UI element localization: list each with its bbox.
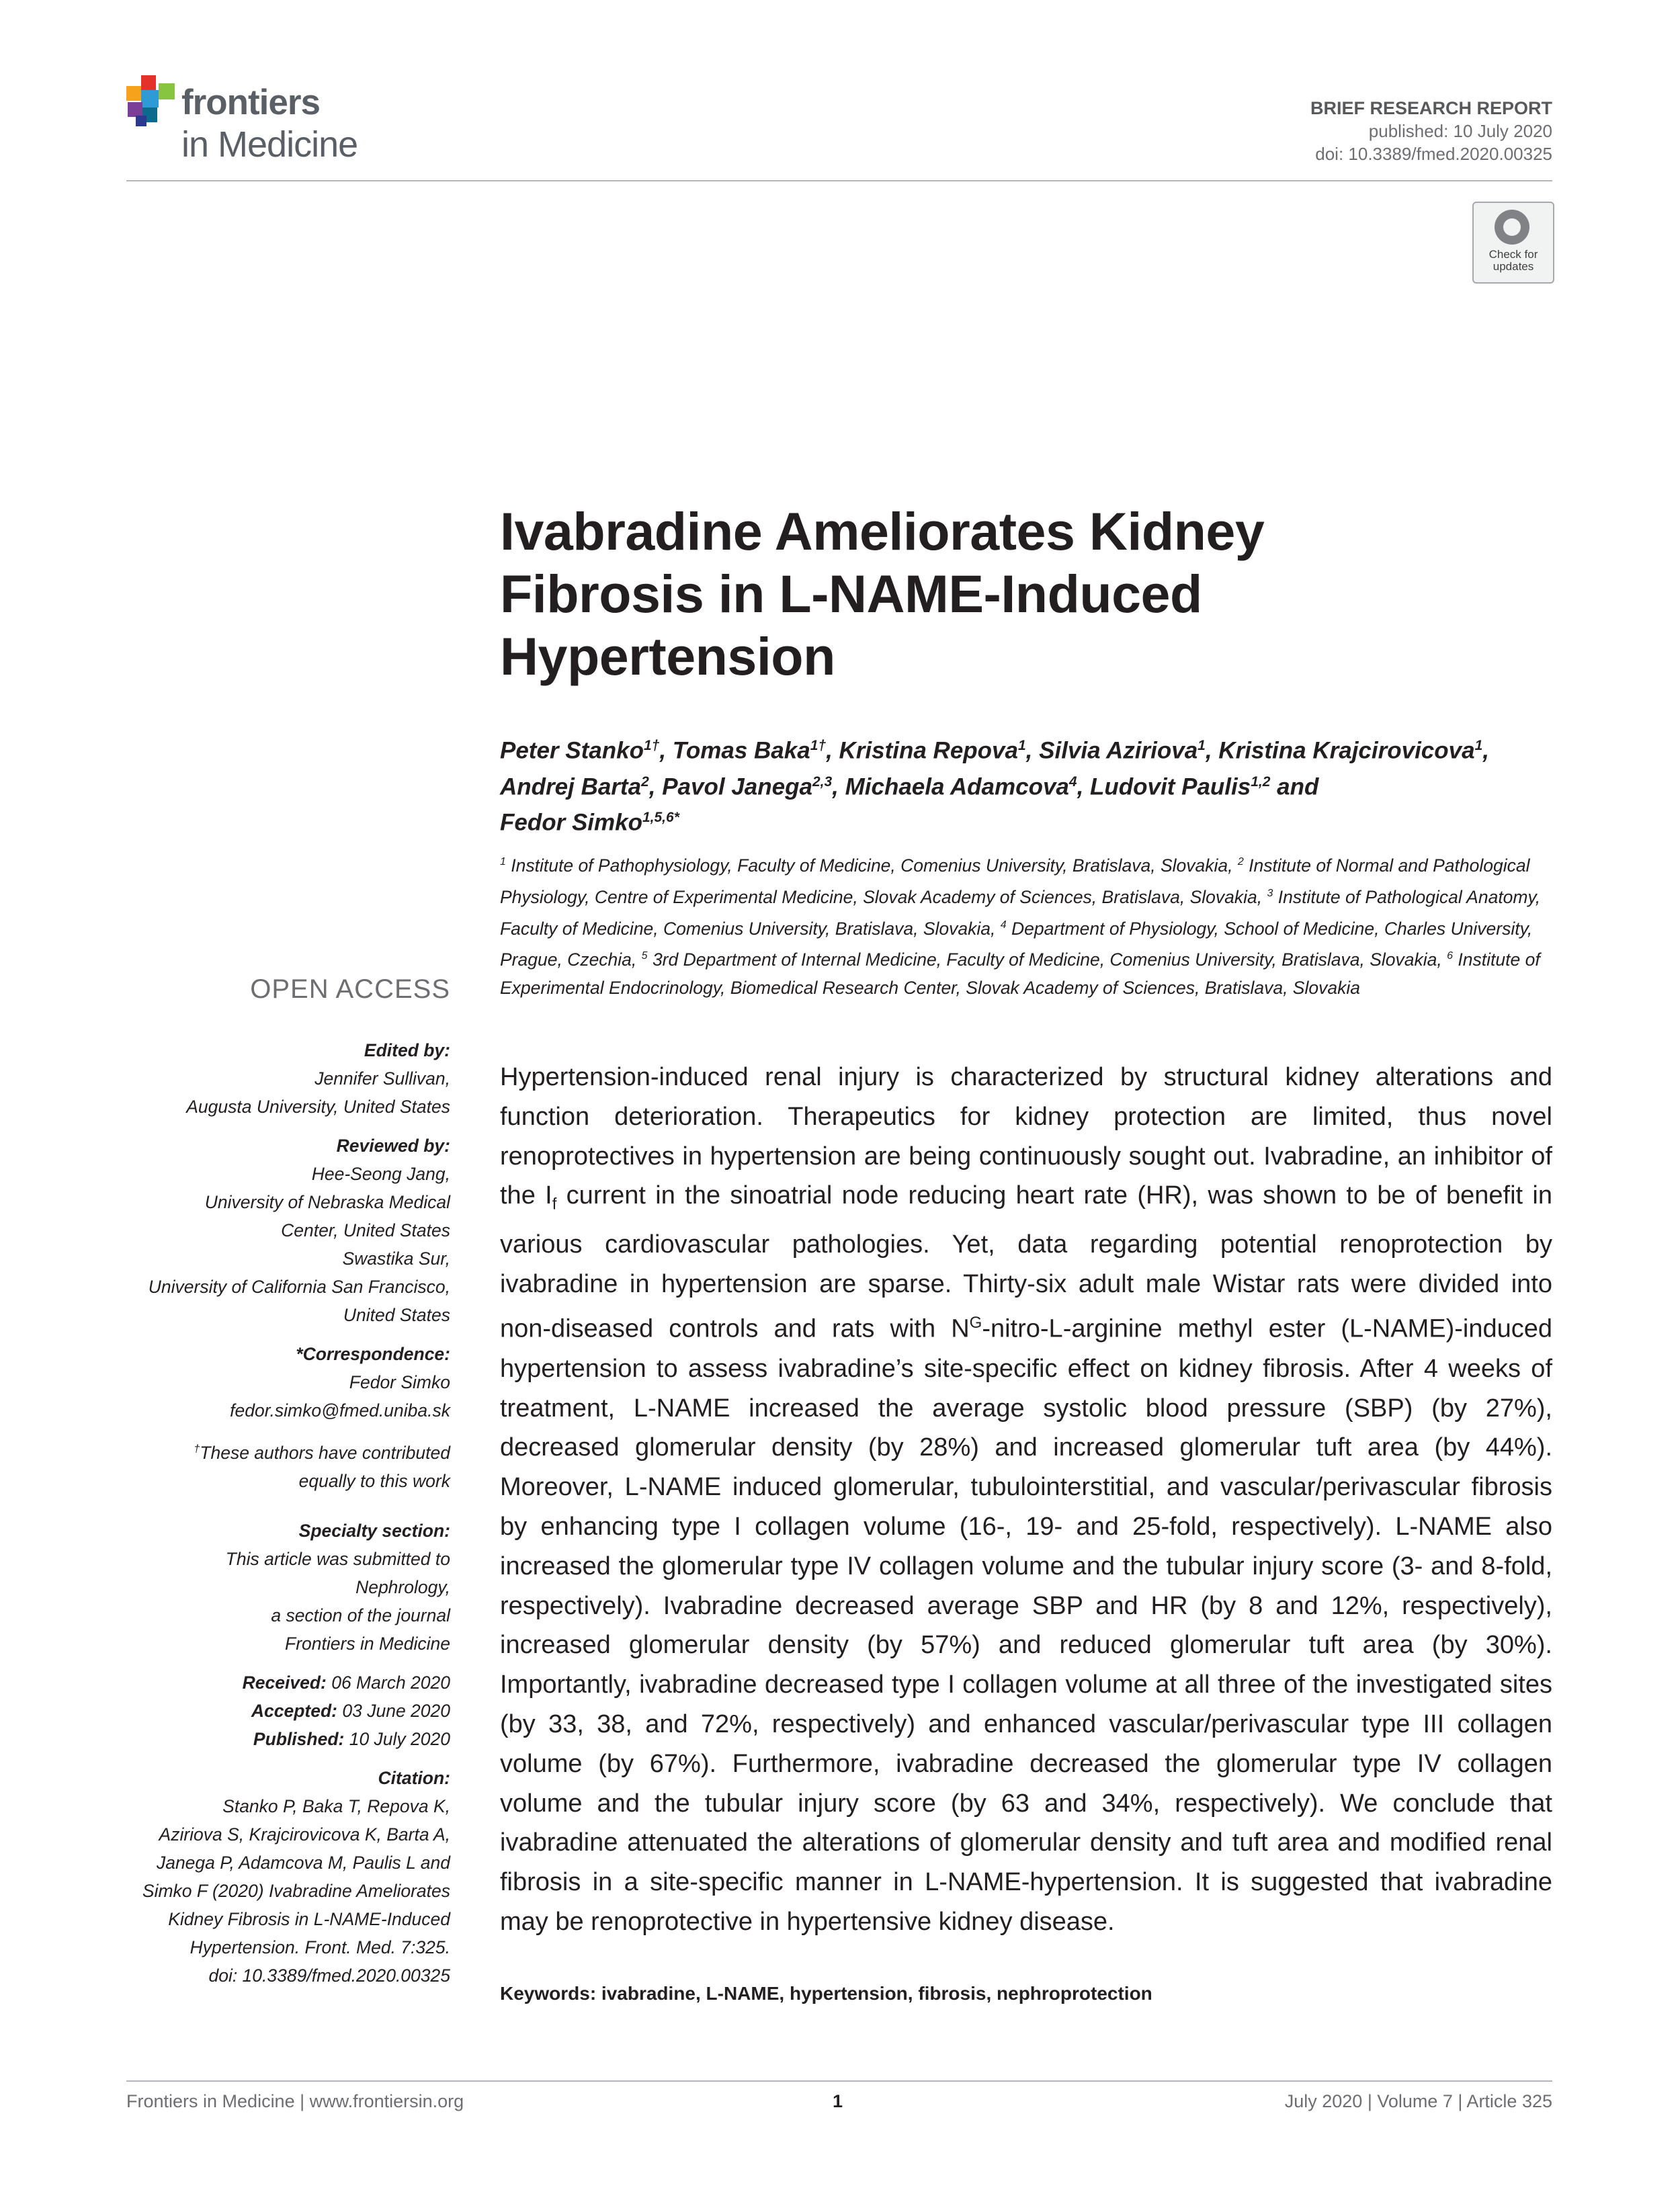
affiliation-number: 6: [1447, 950, 1454, 962]
citation-line: Hypertension. Front. Med. 7:325.: [190, 1937, 450, 1957]
author-separator: ,: [659, 737, 673, 764]
published-label: Published:: [253, 1728, 345, 1749]
author-name[interactable]: Michaela Adamcova: [845, 773, 1069, 800]
specialty-section-label: Specialty section:: [298, 1520, 450, 1541]
article-type: BRIEF RESEARCH REPORT: [1310, 98, 1552, 118]
specialty-line: a section of the journal: [271, 1605, 450, 1625]
author-name[interactable]: Silvia Aziriova: [1039, 737, 1198, 764]
logo-text-frontiers: frontiers: [181, 83, 320, 122]
specialty-line: Frontiers in Medicine: [285, 1633, 450, 1654]
contribution-note: equally to this work: [298, 1470, 450, 1491]
affiliation-text: 3rd Department of Internal Medicine, Faculty of Medicine, Comenius University, Bratislava, Slovakia,: [652, 949, 1447, 970]
author-separator: ,: [648, 773, 663, 800]
title-line: Hypertension: [500, 626, 835, 686]
citation-doi[interactable]: doi: 10.3389/fmed.2020.00325: [208, 1965, 450, 1986]
author-affiliation-mark: 1†: [810, 738, 827, 753]
contribution-mark: †: [194, 1443, 200, 1455]
author-affiliation-mark: 1: [1017, 738, 1026, 753]
author-affiliation-mark: 1,2: [1251, 773, 1271, 790]
keywords: Keywords: ivabradine, L-NAME, hypertension, fibrosis, nephroprotection: [500, 1983, 1152, 2004]
author-name[interactable]: Pavol Janega: [662, 773, 812, 800]
affiliations: [500, 848, 1555, 1002]
received-label: Received:: [242, 1672, 327, 1693]
affiliation-number: 2: [1237, 856, 1244, 868]
article-sidebar: [101, 1036, 450, 1990]
citation-label: Citation:: [378, 1767, 450, 1788]
check-for-updates-badge[interactable]: [1472, 202, 1554, 284]
author-name[interactable]: Ludovit Paulis: [1090, 773, 1251, 800]
published-date-side: 10 July 2020: [349, 1728, 450, 1749]
reviewer-line: United States: [343, 1305, 450, 1325]
affiliation-number: 3: [1267, 887, 1273, 899]
page-number: 1: [833, 2091, 843, 2111]
header-divider: [126, 180, 1552, 181]
reviewer-line: Center, United States: [281, 1220, 450, 1240]
correspondence-name: Fedor Simko: [349, 1372, 450, 1392]
author-name[interactable]: Kristina Krajcirovicova: [1218, 737, 1475, 764]
citation-line: Simko F (2020) Ivabradine Ameliorates: [142, 1880, 450, 1901]
accepted-label: Accepted:: [251, 1700, 337, 1721]
affiliation-text: Institute of Experimental Endocrinology, Biomedical Research Center, Slovak Academy of Sciences, Bratislava, Slovakia: [500, 949, 1540, 999]
editor-line: Augusta University, United States: [186, 1097, 450, 1117]
specialty-line: Nephrology,: [355, 1576, 450, 1597]
citation-line: Janega P, Adamcova M, Paulis L and: [156, 1852, 450, 1873]
footer-issue-info: July 2020 | Volume 7 | Article 325: [1284, 2091, 1552, 2111]
author-separator: and: [1270, 773, 1319, 800]
author-name[interactable]: Tomas Baka: [672, 737, 810, 764]
journal-logo: [126, 70, 395, 171]
author-list: [500, 730, 1555, 839]
abstract-text: current in the sinoatrial node reducing heart rate (HR), was shown to be of benefit in various cardiovascular pathologies. Yet, data regarding potential renoprotection by ivabradine in hypertension are sparse. Thirty-six adult male Wistar rats were divided into non-diseased controls and rats with N: [500, 1181, 1552, 1344]
logo-text-journal: in Medicine: [181, 124, 358, 165]
reviewer-line: University of Nebraska Medical: [204, 1192, 450, 1212]
article-header-info: [1310, 97, 1552, 165]
affiliation-text: Institute of Pathological Anatomy, Faculty of Medicine, Comenius University, Bratislava, Slovakia,: [500, 886, 1541, 939]
footer-journal-link[interactable]: Frontiers in Medicine | www.frontiersin.org: [126, 2091, 464, 2111]
citation-line: Stanko P, Baka T, Repova K,: [222, 1795, 450, 1816]
correspondence-email[interactable]: fedor.simko@fmed.uniba.sk: [230, 1400, 450, 1421]
received-date: 06 March 2020: [331, 1672, 450, 1693]
header-doi[interactable]: doi: 10.3389/fmed.2020.00325: [1315, 144, 1552, 164]
crossmark-icon: [1495, 210, 1529, 245]
author-affiliation-mark: 1: [1198, 738, 1206, 753]
affiliation-number: 1: [500, 856, 506, 868]
author-separator: ,: [1205, 737, 1219, 764]
footer-divider: [126, 2080, 1552, 2082]
author-separator: ,: [832, 773, 845, 800]
specialty-line: This article was submitted to: [225, 1548, 450, 1569]
abstract-subscript: f: [552, 1195, 557, 1214]
accepted-date: 03 June 2020: [342, 1700, 450, 1721]
author-separator: ,: [1077, 773, 1091, 800]
open-access-label: OPEN ACCESS: [250, 974, 450, 1004]
title-line: Ivabradine Ameliorates Kidney: [500, 501, 1265, 561]
affiliation-number: 5: [641, 950, 648, 962]
author-separator: ,: [1482, 737, 1489, 764]
contribution-note: These authors have contributed: [200, 1442, 450, 1463]
reviewer-line: Swastika Sur,: [342, 1249, 450, 1269]
article-title: [500, 500, 1548, 687]
author-affiliation-mark: 1†: [643, 738, 660, 753]
reviewed-by-label: Reviewed by:: [336, 1136, 450, 1156]
edited-by-label: Edited by:: [364, 1040, 450, 1060]
author-affiliation-mark: 1: [1474, 738, 1483, 753]
citation-line: Aziriova S, Krajcirovicova K, Barta A,: [159, 1824, 450, 1845]
author-affiliation-mark: 2: [641, 773, 649, 790]
author-name[interactable]: Kristina Repova: [839, 737, 1018, 764]
affiliation-number: 4: [1000, 919, 1007, 931]
check-for-updates-label: Check for updates: [1488, 248, 1538, 273]
affiliation-text: Institute of Normal and Pathological Physiology, Centre of Experimental Medicine, Slovak Academy of Sciences, Bratislava, Slovakia,: [500, 855, 1530, 907]
affiliation-text: Department of Physiology, School of Medicine, Charles University, Prague, Czechia,: [500, 918, 1533, 970]
author-affiliation-mark: 1,5,6*: [642, 810, 679, 826]
abstract-text: -nitro-L-arginine methyl ester (L-NAME)-induced hypertension to assess ivabradine’s site-specific effect on kidney fibrosis. After 4 weeks of treatment, L-NAME increased the average systolic blood pressure (SBP) (by 27%), decreased glomerular density (by 28%) and increased glomerular tuft area (by 44%). Moreover, L-NAME induced glomerular, tubulointerstitial, and vascular/perivascular fibrosis by enhancing type I collagen volume (16-, 19- and 25-fold, respectively). L-NAME also increased the glomerular type IV collagen volume and the tubular injury score (3- and 8-fold, respectively). Ivabradine decreased average SBP and HR (by 8 and 12%, respectively), increased glomerular density (by 57%) and reduced glomerular tuft area (by 30%). Importantly, ivabradine decreased type I collagen volume at all three of the investigated sites (by 33, 38, and 72%, respectively) and enhanced vascular/perivascular type III collagen volume (by 67%). Furthermore, ivabradine decreased the glomerular type IV collagen volume and the tubular injury score (by 63 and 34%, respectively). We conclude that ivabradine attenuated the alterations of glomerular density and tuft area and modified renal fibrosis in a site-specific manner in L-NAME-hypertension. It is suggested that ivabradine may be renoprotective in hypertensive kidney disease.: [500, 1315, 1553, 1936]
author-affiliation-mark: 2,3: [812, 773, 833, 790]
frontiers-logo-icon: [126, 74, 177, 136]
abstract-superscript: G: [969, 1314, 982, 1332]
citation-line: Kidney Fibrosis in L-NAME-Induced: [168, 1908, 450, 1929]
editor-line: Jennifer Sullivan,: [314, 1068, 450, 1089]
published-date: published: 10 July 2020: [1368, 121, 1552, 141]
author-affiliation-mark: 4: [1068, 773, 1077, 790]
author-name[interactable]: Peter Stanko: [500, 737, 644, 764]
author-name[interactable]: Fedor Simko: [500, 809, 642, 836]
author-separator: ,: [826, 737, 839, 764]
author-separator: ,: [1025, 737, 1040, 764]
author-name[interactable]: Andrej Barta: [500, 773, 642, 800]
reviewer-line: Hee-Seong Jang,: [311, 1164, 450, 1184]
abstract-text: Hypertension-induced renal injury is characterized by structural kidney alterations and function deterioration. Therapeutics for kidney protection are limited, thus novel renoprotectives in hypertension are being continuously sought out. Ivabradine, an inhibitor of the I: [500, 1063, 1552, 1210]
abstract: [500, 1058, 1552, 1942]
correspondence-label: *Correspondence:: [296, 1344, 450, 1364]
affiliation-text: Institute of Pathophysiology, Faculty of Medicine, Comenius University, Bratislava, Slovakia,: [511, 855, 1238, 876]
title-line: Fibrosis in L-NAME-Induced: [500, 564, 1202, 624]
reviewer-line: University of California San Francisco,: [148, 1277, 450, 1297]
